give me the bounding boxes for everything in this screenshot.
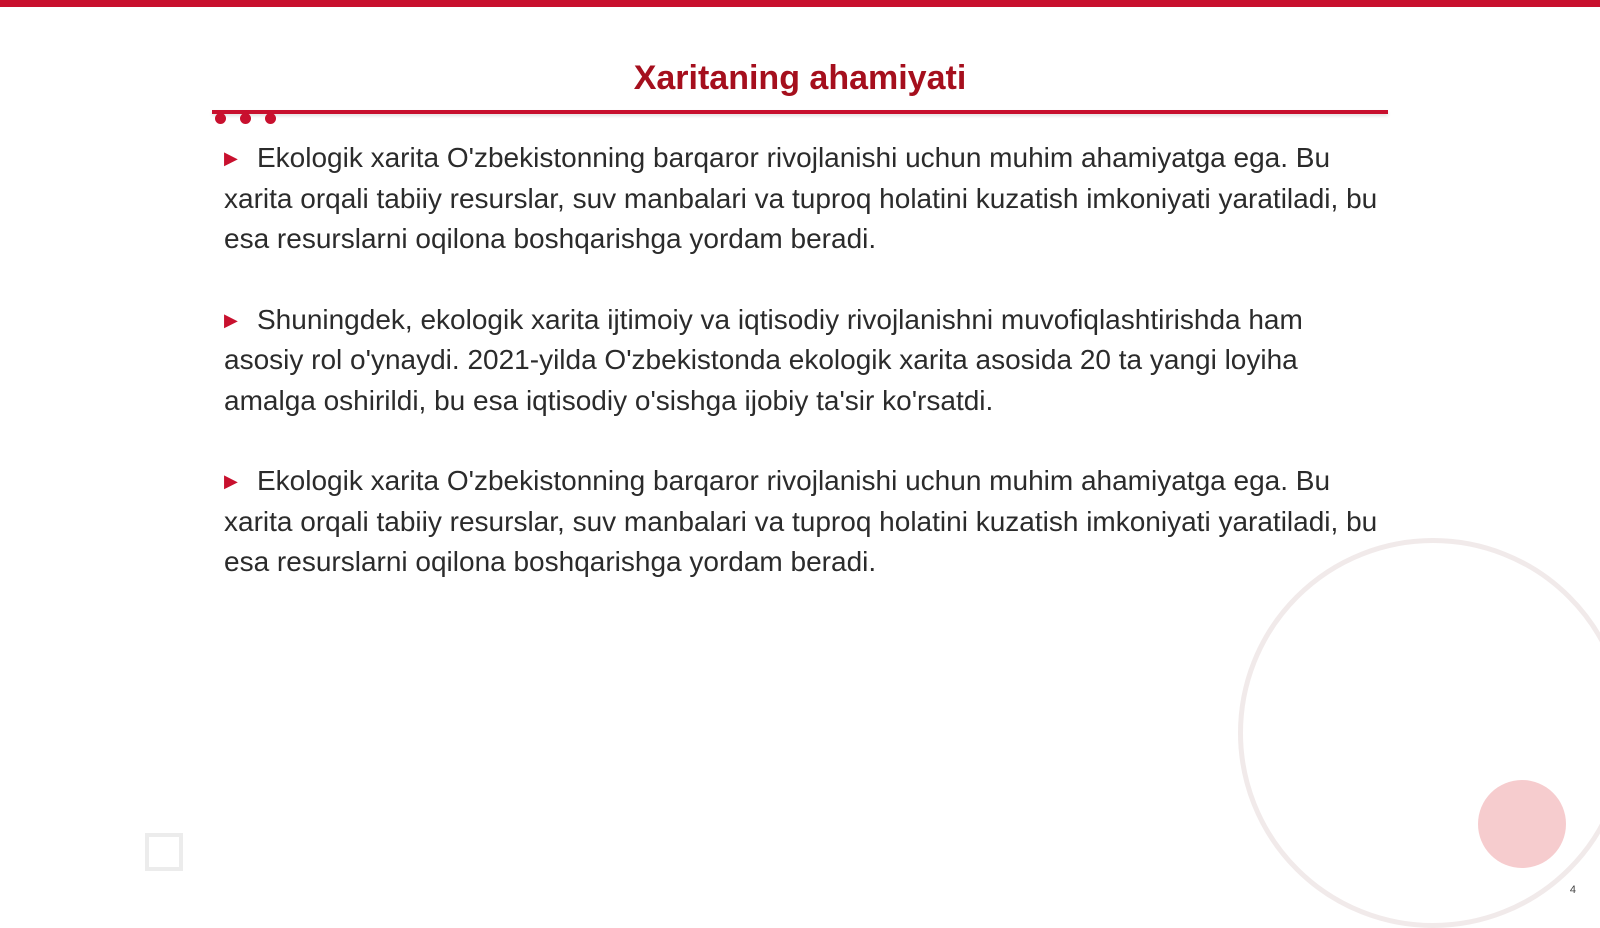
- bullet-text: Ekologik xarita O'zbekistonning barqaror rivojlanishi uchun muhim ahamiyatga ega. Bu xarita orqali tabiiy resurslar, suv manbalari va tuproq holatini kuzatish imkoniyati yaratiladi, bu esa resurslarni oqilona boshqarishga yordam beradi.: [224, 465, 1378, 577]
- decorative-square: [145, 833, 183, 871]
- bullet-paragraph: [224, 461, 1384, 583]
- bullet-arrow-icon: ▶: [224, 148, 238, 168]
- bullet-arrow-icon: ▶: [224, 471, 238, 491]
- decorative-dot: [215, 113, 226, 124]
- bullet-text: Ekologik xarita O'zbekistonning barqaror rivojlanishi uchun muhim ahamiyatga ega. Bu xarita orqali tabiiy resurslar, suv manbalari va tuproq holatini kuzatish imkoniyati yaratiladi, bu esa resurslarni oqilona boshqarishga yordam beradi.: [224, 142, 1378, 254]
- bullet-list: [224, 138, 1384, 623]
- bullet-arrow-icon: ▶: [224, 309, 238, 330]
- decorative-dot: [240, 113, 251, 124]
- decorative-circle: [1478, 780, 1566, 868]
- top-accent-bar: [0, 0, 1600, 7]
- bullet-text: Shuningdek, ekologik xarita ijtimoiy va iqtisodiy rivojlanishni muvofiqlashtirishda ham asosiy rol o'ynaydi. 2021-yilda O'zbekistonda ekologik xarita asosida 20 ta yangi loyiha amalga oshirildi, bu esa iqtisodiy o'sishga ijobiy ta'sir ko'rsatdi.: [224, 303, 1303, 416]
- bullet-paragraph: [224, 300, 1384, 422]
- decorative-dot: [265, 113, 276, 124]
- title-underline: [212, 110, 1388, 114]
- slide-title: Xaritaning ahamiyati: [633, 59, 967, 97]
- bullet-paragraph: [224, 138, 1384, 260]
- decorative-ring: [1238, 538, 1600, 928]
- page-number: 4: [1569, 884, 1576, 896]
